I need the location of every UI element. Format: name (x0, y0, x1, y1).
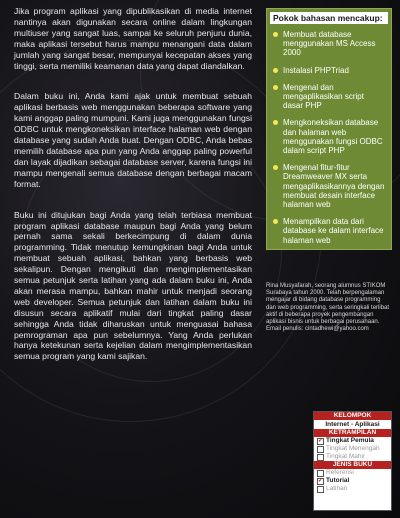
topics-list (273, 30, 385, 245)
topic-label: Mengkoneksikan database dan halaman web menggunakan fungsi ODBC dalam script PHP (283, 118, 383, 156)
bullet-icon (273, 68, 278, 73)
bullet-icon (273, 165, 278, 170)
ketrampilan-header: KETRAMPILAN (314, 429, 391, 437)
checkbox-empty-icon (317, 470, 324, 477)
option-label: Latihan (326, 485, 348, 492)
topics-title: Pokok bahasan mencakup: (270, 12, 388, 24)
topic-label: Mengenal dan mengaplikasikan script dasar PHP (283, 82, 364, 111)
jenis-option (314, 477, 391, 485)
paragraph-odbc: Dalam buku ini, Anda kami ajak untuk membuat sebuah aplikasi berbasis web menggunakan beberapa software yang kami anggap paling mumpuni. Kami juga menggunakan fungsi ODBC untuk mengkoneksikan interface halaman web dengan database yang sudah Anda buat. Dengan ODBC, Anda bebas memilih database apa pun yang Anda anggap paling powerful dan layak dijadikan sebagai database server, karena fungsi ini mampu mengenali semua database dengan berbagai macam format. (14, 91, 252, 189)
author-email: Email penulis: cintadhewi@yahoo.com (266, 326, 369, 333)
topic-item (273, 217, 385, 245)
paragraph-audience: Buku ini ditujukan bagi Anda yang telah terbiasa membuat program aplikasi database maupun bagi Anda yang belum pernah sama sekali berkecimpung di dalam dunia programming. Tidak menutup kemungkinan bagi Anda untuk membuat sebuah aplikasi, bahkan yang berbasis web sekalipun. Dengan mengikuti dan mengimplementasikan semua petunjuk serta latihan yang ada dalam buku ini, Anda akan merasa mampu, bahkan mahir untuk menjadi seorang web developer. Semua petunjuk dan latihan dalam buku ini disusun secara aplikatif mulai dari tingkat paling dasar sehingga Anda tidak diharuskan untuk menguasai bahasa pemrograman apa pun sebelumnya. Yang Anda perlukan hanya ketekunan serta kejelian dalam mengimplementasikan semua program yang kami sajikan. (14, 209, 252, 362)
topics-panel (266, 8, 392, 250)
bullet-icon (273, 32, 278, 37)
checkbox-empty-icon (317, 454, 324, 461)
jenis-buku-header: JENIS BUKU (314, 461, 391, 469)
topic-label: Menampilkan data dari database ke dalam interface halaman web (283, 217, 384, 245)
topic-item (273, 118, 385, 155)
kelompok-header: KELOMPOK (314, 412, 391, 420)
back-cover-description (14, 6, 252, 382)
paragraph-intro: Jika program aplikasi yang dipublikasikan di media internet nantinya akan digunakan secara online dalam lingkungan multiuser yang sangat luas, sampai ke seluruh penjuru dunia, maka aplikasi tersebut harus mampu menangani data dalam jumlah yang sangat besar, mempunyai kecepatan akses yang tinggi, serta memiliki keamanan data yang dapat diandalkan. (14, 6, 252, 71)
topic-item (273, 83, 385, 111)
option-label: Tingkat Pemula (326, 437, 374, 444)
option-label: Referensi (326, 469, 354, 476)
option-label: Tingkat Mahir (326, 453, 366, 460)
checkbox-checked-icon: ✓ (318, 477, 324, 484)
ketrampilan-option (314, 445, 391, 453)
author-bio-text: Rina Musyafarah, seorang alumnus STIKOM Surabaya tahun 2000. Telah berpengalaman mengajar di bidang database programming dan web programming, serta seringkali terlibat aktif di beberapa proyek pengembangan aplikasi bisnis untuk berbagai perusahaan. (266, 283, 390, 326)
topic-item (273, 30, 385, 58)
topic-item (273, 163, 385, 209)
checkbox-empty-icon (317, 446, 324, 453)
topic-label: Membuat database menggunakan MS Access 2000 (283, 30, 376, 58)
option-label: Tingkat Menengah (326, 445, 380, 452)
jenis-option (314, 469, 391, 477)
topic-label: Mengenal fitur-fitur Dreamweaver MX serta mengaplikasikannya dengan membuat desain interface halaman web (283, 163, 385, 210)
topic-label: Instalasi PHPTriad (283, 65, 349, 75)
ketrampilan-option (314, 453, 391, 461)
category-box (313, 411, 392, 511)
bullet-icon (273, 85, 278, 90)
bullet-icon (273, 219, 278, 224)
checkbox-checked-icon: ✓ (318, 437, 324, 444)
checkbox-empty-icon (317, 486, 324, 493)
ketrampilan-option (314, 437, 391, 445)
topic-item (273, 66, 385, 75)
author-bio (266, 283, 390, 333)
option-label: Tutorial (326, 477, 350, 484)
bullet-icon (273, 120, 278, 125)
kelompok-value: Internet - Aplikasi (325, 421, 380, 428)
jenis-option (314, 485, 391, 493)
